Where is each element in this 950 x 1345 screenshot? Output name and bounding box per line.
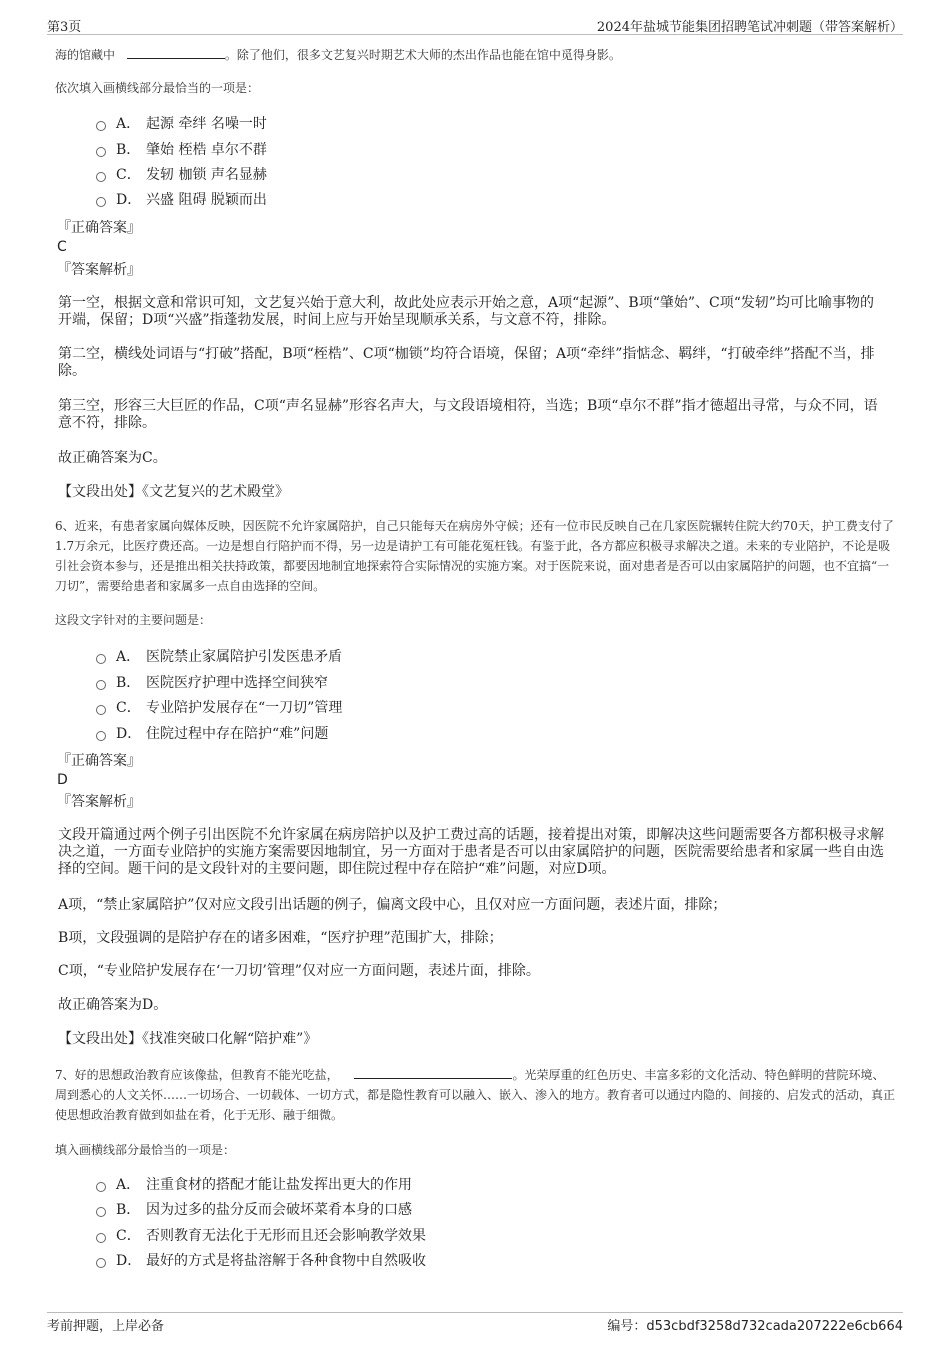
- q6-option-c[interactable]: C． 专业陪护发展存在“一刀切”管理: [96, 698, 342, 718]
- q7-option-c[interactable]: C． 否则教育无法化于无形而且还会影响教学效果: [96, 1226, 426, 1246]
- q7-passage: 7、好的思想政治教育应该像盐，但教育不能光吃盐， 。光荣厚重的红色历史、丰富多彩的文化活动、特色鲜明的营院环境、周到悉心的人文关怀……一切场合、一切载体、一切方式，都是隐性教育可以融入、嵌入、渗入的地方。教育者可以通过内隐的、间接的、启发式的活动，真正使思想政治教育做到如盐在肴，化于无形、融于细微。: [55, 1068, 896, 1122]
- q5-analysis-2: 第二空，横线处词语与“打破”搭配，B项“桎梏”、C项“枷锁”均符合语境，保留；A项“牵绊”指惦念、羁绊，“打破牵绊”搭配不当，排除。: [58, 346, 875, 379]
- q5-answer-label: 『正确答案』: [57, 220, 141, 236]
- radio-icon[interactable]: [96, 680, 106, 690]
- q7-option-d[interactable]: D． 最好的方式是将盐溶解于各种食物中自然吸收: [96, 1251, 426, 1271]
- q5-option-a[interactable]: A． 起源 牵绊 名噪一时: [96, 114, 267, 134]
- radio-icon[interactable]: [96, 1233, 106, 1243]
- radio-icon[interactable]: [96, 147, 106, 157]
- q5-analysis-3: 第三空，形容三大巨匠的作品，C项“声名显赫”形容名声大，与文段语境相符，当选；B项“卓尔不群”指才德超出寻常，与众不同，语意不符，排除。: [58, 398, 878, 431]
- q5-passage-tail: 海的馆藏中 。除了他们，很多文艺复兴时期艺术大师的杰出作品也能在馆中觅得身影。: [55, 48, 621, 62]
- footer-slogan: 考前押题，上岸必备: [47, 1319, 165, 1334]
- q6-answer: D: [57, 772, 68, 788]
- q7-option-a[interactable]: A． 注重食材的搭配才能让盐发挥出更大的作用: [96, 1175, 412, 1195]
- q5-answer: C: [57, 239, 67, 255]
- q6-option-a[interactable]: A． 医院禁止家属陪护引发医患矛盾: [96, 647, 342, 667]
- radio-icon[interactable]: [96, 654, 106, 664]
- q6-analysis-1: 文段开篇通过两个例子引出医院不允许家属在病房陪护以及护工费过高的话题，接着提出对策，即解决这些问题需要各方都积极寻求解决之道，一方面专业陪护的实施方案需要因地制宜，另一方面对于患者是否可以由家属陪护的问题，医院需要给患者和家属一些自由选择的空间。题干问的是文段针对的主要问题，即住院过程中存在陪护“难”问题，对应D项。: [58, 827, 884, 877]
- fill-blank: [127, 46, 225, 59]
- radio-icon[interactable]: [96, 1182, 106, 1192]
- q6-analysis-4: C项，“专业陪护发展存在‘一刀切’管理”仅对应一方面问题，表述片面，排除。: [58, 963, 540, 979]
- document-code: 编号：d53cbdf3258d732cada207222e6cb664: [607, 1319, 903, 1334]
- fill-blank: [354, 1066, 512, 1079]
- page-number: 第3页: [47, 20, 82, 35]
- q5-analysis-1: 第一空，根据文意和常识可知，文艺复兴始于意大利，故此处应表示开始之意，A项“起源”、B项“肇始”、C项“发轫”均可比喻事物的开端，保留；D项“兴盛”指蓬勃发展，时间上应与开始呈现顺承关系，与文意不符，排除。: [58, 295, 875, 328]
- q6-option-b[interactable]: B． 医院医疗护理中选择空间狭窄: [96, 673, 328, 693]
- q6-option-d[interactable]: D． 住院过程中存在陪护“难”问题: [96, 724, 328, 744]
- q6-source: 【文段出处】《找准突破口化解“陪护难”》: [58, 1031, 318, 1047]
- q6-answer-label: 『正确答案』: [57, 753, 141, 769]
- q5-source: 【文段出处】《文艺复兴的艺术殿堂》: [58, 484, 289, 500]
- page-footer: [47, 1312, 903, 1337]
- q7-option-b[interactable]: B． 因为过多的盐分反而会破坏菜肴本身的口感: [96, 1200, 412, 1220]
- radio-icon[interactable]: [96, 172, 106, 182]
- page-header: [47, 14, 903, 35]
- q7-prompt: 填入画横线部分最恰当的一项是：: [55, 1143, 236, 1157]
- q6-analysis-label: 『答案解析』: [57, 794, 141, 810]
- q6-analysis-5: 故正确答案为D。: [58, 997, 168, 1013]
- radio-icon[interactable]: [96, 705, 106, 715]
- q5-prompt: 依次填入画横线部分最恰当的一项是：: [55, 81, 260, 95]
- radio-icon[interactable]: [96, 197, 106, 207]
- radio-icon[interactable]: [96, 1207, 106, 1217]
- radio-icon[interactable]: [96, 1258, 106, 1268]
- radio-icon[interactable]: [96, 731, 106, 741]
- q6-analysis-2: A项，“禁止家属陪护”仅对应文段引出话题的例子，偏离文段中心，且仅对应一方面问题，表述片面，排除；: [58, 897, 727, 913]
- q5-option-d[interactable]: D． 兴盛 阻碍 脱颖而出: [96, 190, 267, 210]
- q6-prompt: 这段文字针对的主要问题是：: [55, 613, 212, 627]
- radio-icon[interactable]: [96, 121, 106, 131]
- q5-analysis-label: 『答案解析』: [57, 262, 141, 278]
- q6-passage: 6、近来，有患者家属向媒体反映，因医院不允许家属陪护，自己只能每天在病房外守候；还有一位市民反映自己在几家医院辗转住院大约70天，护工费支付了1.7万余元，比医疗费还高。一边是想自行陪护而不得，另一边是请护工有可能花冤枉钱。有鉴于此，各方都应积极寻求解决之道。未来的专业陪护，不论是吸引社会资本参与，还是推出相关扶持政策，都要因地制宜地探索符合实际情况的实施方案。对于医院来说，面对患者是否可以由家属陪护的问题，也不宜搞“一刀切”，需要给患者和家属多一点自由选择的空间。: [55, 519, 894, 593]
- q5-analysis-4: 故正确答案为C。: [58, 450, 167, 466]
- q5-option-b[interactable]: B． 肇始 桎梏 卓尔不群: [96, 140, 267, 160]
- q6-analysis-3: B项，文段强调的是陪护存在的诸多困难，“医疗护理”范围扩大，排除；: [58, 930, 503, 946]
- q5-option-c[interactable]: C． 发轫 枷锁 声名显赫: [96, 165, 267, 185]
- document-title: 2024年盐城节能集团招聘笔试冲刺题（带答案解析）: [596, 20, 903, 35]
